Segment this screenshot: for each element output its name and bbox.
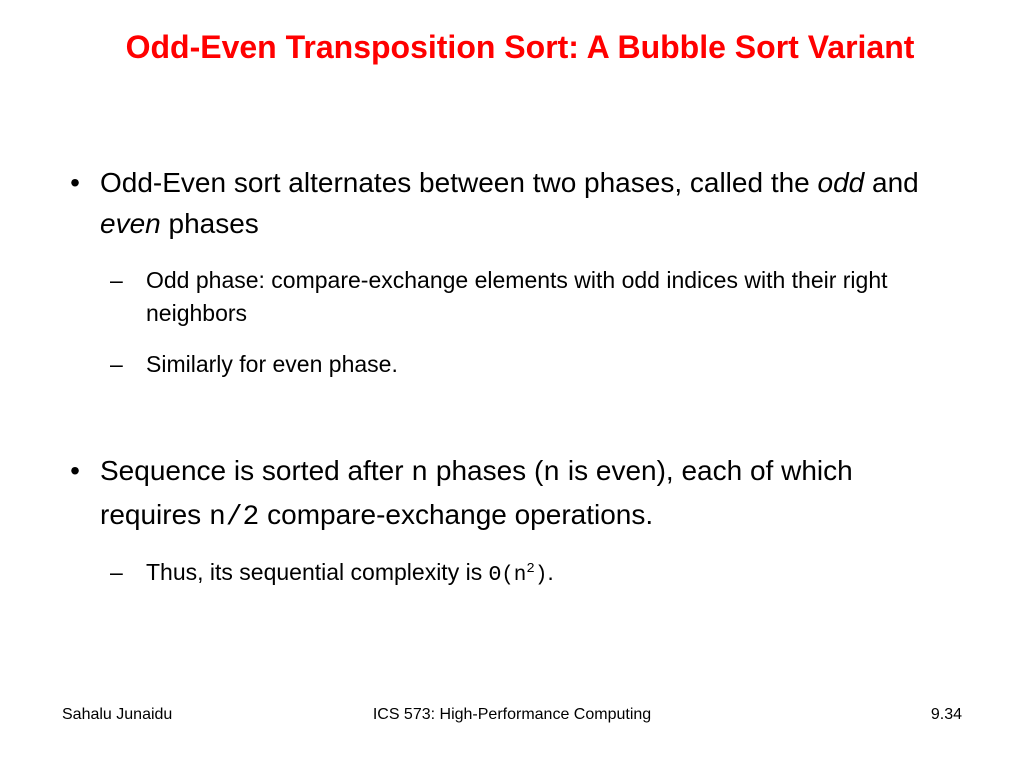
bullet-text: Odd-Even sort alternates between two phases, called the <box>100 167 818 198</box>
closing-paren: ) <box>534 564 548 587</box>
slide-body <box>60 162 960 592</box>
bullet-marker: • <box>70 167 80 198</box>
footer-course: ICS 573: High-Performance Computing <box>372 706 652 723</box>
sub-bullet-even-phase <box>60 348 960 381</box>
code-n: n <box>411 458 429 489</box>
sub-bullet-marker: – <box>110 559 123 585</box>
bullet-text: and <box>864 167 919 198</box>
sub-bullet-text: . <box>547 559 554 585</box>
bullet-item-sorted-after-n-phases <box>60 450 960 538</box>
sub-bullet-marker: – <box>110 351 123 377</box>
exponent: 2 <box>526 561 535 577</box>
bullet-text: Sequence is sorted after <box>100 455 412 486</box>
bullet-item-odd-even-phases <box>60 162 960 244</box>
sub-bullet-odd-phase <box>60 264 960 330</box>
emphasis-odd: odd <box>817 167 865 198</box>
footer-page-number: 9.34 <box>930 706 962 723</box>
bullet-text: compare-exchange operations. <box>259 499 654 530</box>
sub-bullet-text: Similarly for even phase. <box>146 351 398 377</box>
theta-expression: Θ(n <box>488 564 527 587</box>
sub-bullet-text: Odd phase: compare-exchange elements with odd indices with their right neighbors <box>146 267 888 326</box>
bullet-text: phases <box>160 208 259 239</box>
emphasis-even: even <box>100 208 161 239</box>
sub-bullet-complexity <box>60 556 960 592</box>
code-n-half: n/2 <box>208 502 260 533</box>
bullet-text: is even), each of which requires <box>100 455 853 530</box>
sub-bullet-text: Thus, its sequential complexity is <box>146 559 489 585</box>
code-n: n <box>543 458 561 489</box>
bullet-marker: • <box>70 455 80 486</box>
slide-title: Odd-Even Transposition Sort: A Bubble Sort Variant <box>125 29 915 65</box>
sub-bullet-marker: – <box>110 267 123 293</box>
bullet-text: phases ( <box>428 455 544 486</box>
complexity-formula <box>488 561 548 587</box>
footer-author: Sahalu Junaidu <box>62 706 173 723</box>
